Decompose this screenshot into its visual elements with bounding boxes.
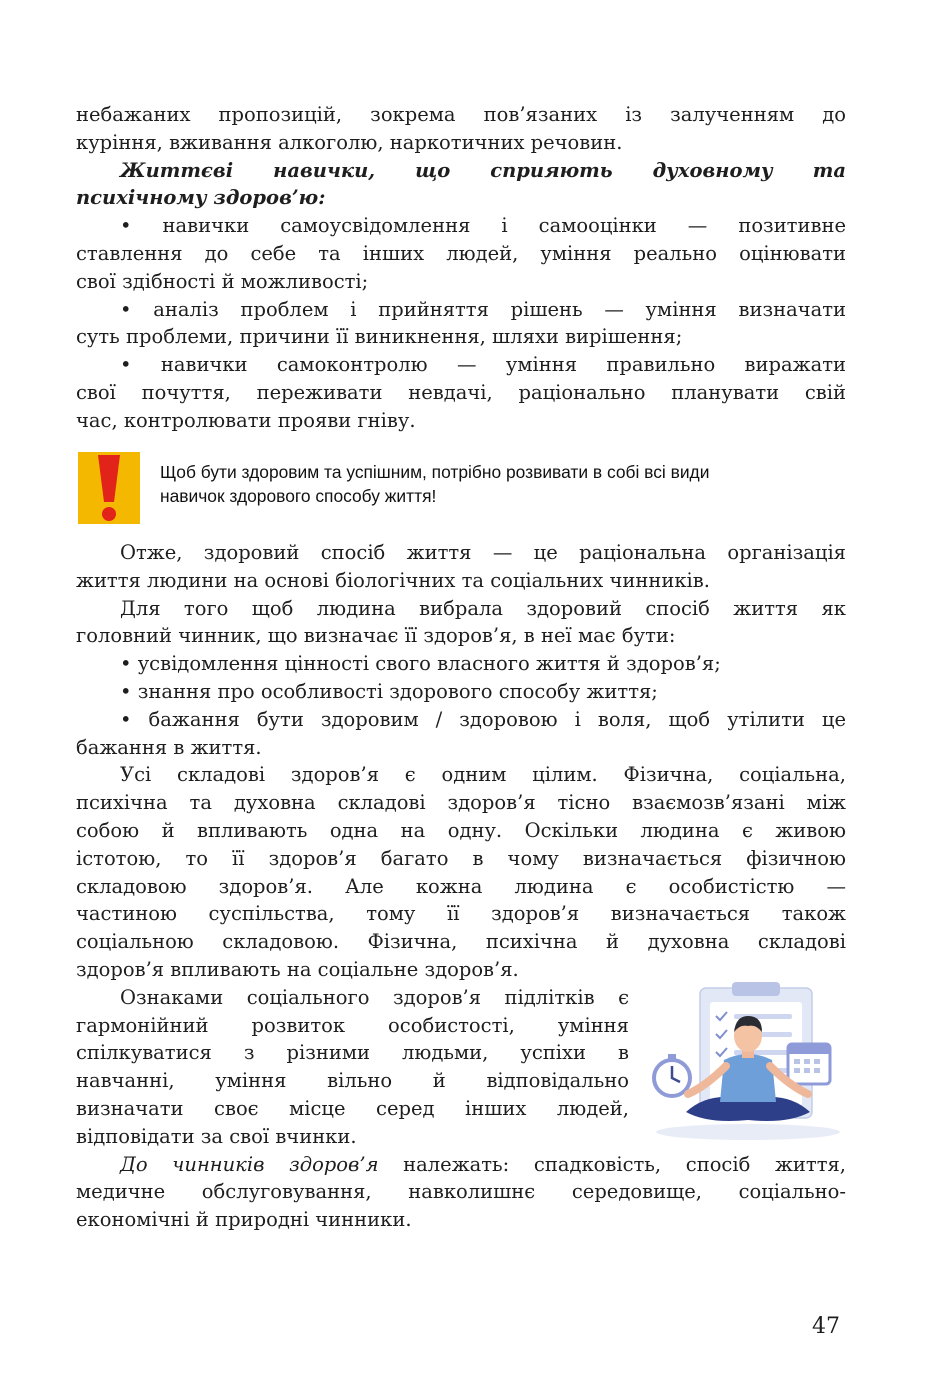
note-text	[160, 460, 850, 508]
text-fragment: належать: спадковість, спосіб життя,	[378, 1152, 846, 1176]
text-line: Ознаками соціального здоров’я підлітків є	[120, 985, 629, 1009]
bullet-line: час, контролювати прояви гніву.	[76, 408, 416, 432]
bullet-line: • усвідомлення цінності свого власного життя й здоров’я;	[120, 652, 721, 676]
bullet-line: бажання в життя.	[76, 735, 262, 759]
social-health-paragraph	[76, 984, 629, 1151]
text-line: гармонійний розвиток особистості, уміння	[76, 1013, 629, 1037]
text-line: соціальною складовою. Фізична, психічна й духовна складові	[76, 930, 846, 954]
text-line: Отже, здоровий спосіб життя — це раціональна організація	[120, 541, 846, 564]
page-number: 47	[812, 1314, 840, 1339]
note-box	[76, 448, 846, 530]
bullet-line: • навички самоконтролю — уміння правильно виражати	[120, 353, 846, 377]
bullet-line: • навички самоусвідомлення і самооцінки — позитивне	[120, 214, 846, 238]
text-line: життя людини на основі біологічних та соціальних чинників.	[76, 568, 710, 592]
text-line: психічна та духовна складові здоров’я тісно взаємозв’язані між	[76, 791, 846, 815]
text-line: економічні й природні чинники.	[76, 1208, 412, 1232]
bullet-line: суть проблеми, причини її виникнення, шляхи вирішення;	[76, 325, 683, 349]
skills-heading: психічному здоров’ю:	[76, 186, 326, 210]
text-line: здоров’я впливають на соціальне здоров’я.	[76, 957, 519, 981]
text-line: складовою здоров’я. Але кожна людина є особистістю —	[76, 874, 846, 898]
bullet-line: • знання про особливості здорового способу життя;	[120, 679, 658, 703]
meditation-illustration	[648, 982, 848, 1142]
text-block-top	[76, 101, 846, 435]
text-line: навчанні, уміння вільно й відповідально	[76, 1069, 629, 1093]
exclamation-icon	[78, 452, 140, 524]
bullet-line: свої здібності й можливості;	[76, 269, 369, 293]
text-line: частиною суспільства, тому її здоров’я визначається також	[76, 902, 846, 926]
text-line: відповідати за свої вчинки.	[76, 1124, 357, 1148]
text-line: істотою, то її здоров’я багато в чому визначається фізичною	[76, 846, 846, 870]
text-line: головний чинник, що визначає її здоров’я, в неї має бути:	[76, 624, 676, 648]
bullet-line: • бажання бути здоровим / здоровою і воля, щоб утілити це	[120, 707, 846, 731]
text-line: собою й впливають одна на одну. Оскільки людина є живою	[76, 818, 846, 842]
text-line: Для того щоб людина вибрала здоровий спосіб життя як	[120, 596, 846, 620]
text-line: медичне обслуговування, навколишнє середовище, соціально-	[76, 1180, 846, 1204]
bullet-line: свої почуття, переживати невдачі, раціонально планувати свій	[76, 380, 846, 404]
skills-heading: Життєві навички, що сприяють духовному та	[120, 158, 846, 182]
text-line: Усі складові здоров’я є одним цілим. Фізична, соціальна,	[120, 763, 846, 787]
text-line	[76, 1151, 846, 1179]
text-line: небажаних пропозицій, зокрема пов’язаних із залученням до	[76, 103, 846, 126]
bullet-line: • аналіз проблем і прийняття рішень — уміння визначати	[120, 297, 846, 321]
note-line: навичок здорового способу життя!	[160, 486, 437, 506]
text-line: визначати своє місце серед інших людей,	[76, 1096, 629, 1120]
text-line: куріння, вживання алкоголю, наркотичних речовин.	[76, 130, 623, 154]
note-line: Щоб бути здоровим та успішним, потрібно розвивати в собі всі види	[160, 462, 710, 482]
italic-term: До чинників здоров’я	[120, 1152, 379, 1176]
text-line: спілкуватися з різними людьми, успіхи в	[76, 1041, 629, 1065]
bullet-line: ставлення до себе та інших людей, уміння реально оцінювати	[76, 241, 846, 265]
